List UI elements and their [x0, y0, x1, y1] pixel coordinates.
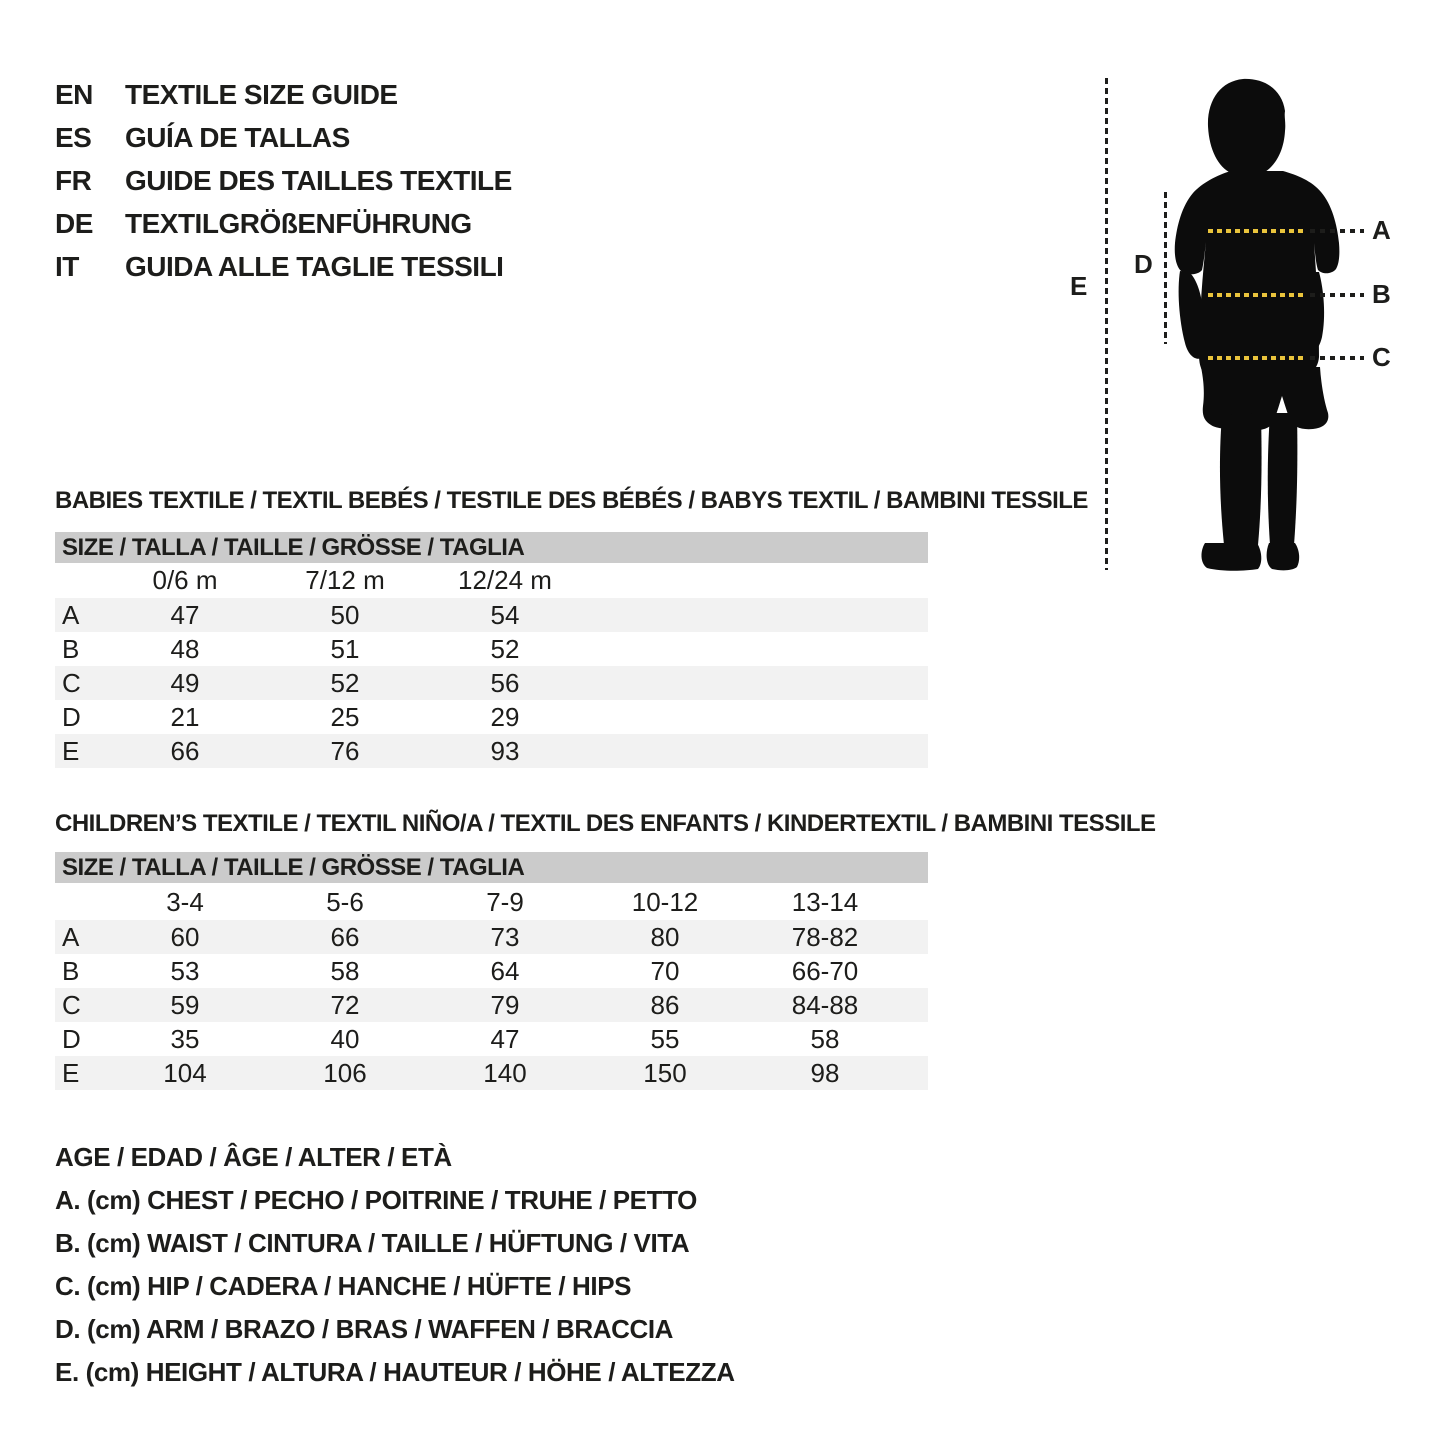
cell-value: 80	[650, 921, 680, 952]
row-label: B	[62, 955, 80, 986]
column-header: 7/12 m	[305, 565, 385, 595]
row-label: A	[62, 921, 80, 952]
table-row	[55, 632, 928, 666]
cell-value: 66-70	[791, 955, 859, 986]
child-silhouette-image	[1145, 75, 1345, 575]
measure-dash-accent	[1208, 356, 1304, 360]
language-code: ES	[55, 122, 92, 153]
cell-value: 79	[490, 989, 520, 1020]
babies-size-header-bar: SIZE / TALLA / TAILLE / GRÖSSE / TAGLIA	[55, 532, 928, 563]
measure-dash-dark	[1310, 229, 1364, 233]
cell-value: 70	[650, 955, 680, 986]
cell-value: 72	[330, 989, 360, 1020]
language-code: EN	[55, 79, 93, 110]
table-row	[55, 954, 928, 988]
measure-dash-accent	[1208, 229, 1304, 233]
language-guide-title: TEXTILGRÖßENFÜHRUNG	[125, 208, 472, 239]
language-code: IT	[55, 251, 79, 282]
column-header: 7-9	[486, 887, 524, 917]
legend-line: A. (cm) CHEST / PECHO / POITRINE / TRUHE / PETTO	[55, 1185, 697, 1215]
cell-value: 49	[170, 667, 200, 698]
column-header: 12/24 m	[458, 565, 552, 595]
row-label: E	[62, 1057, 80, 1088]
cell-value: 53	[170, 955, 200, 986]
cell-value: 25	[330, 701, 360, 732]
cell-value: 56	[490, 667, 520, 698]
row-label: E	[62, 735, 80, 766]
cell-value: 52	[490, 633, 520, 664]
cell-value: 104	[163, 1057, 207, 1088]
cell-value: 21	[170, 701, 200, 732]
cell-value: 29	[490, 701, 520, 732]
row-label: A	[62, 599, 80, 630]
height-measure-label: E	[1070, 271, 1088, 301]
column-header: 10-12	[631, 887, 699, 917]
table-row	[55, 1056, 928, 1090]
language-code: FR	[55, 165, 92, 196]
cell-value: 47	[490, 1023, 520, 1054]
cell-value: 58	[810, 1023, 840, 1054]
language-guide-title: GUIDE DES TAILLES TEXTILE	[125, 165, 512, 196]
cell-value: 84-88	[791, 989, 859, 1020]
cell-value: 55	[650, 1023, 680, 1054]
measure-dash-dark	[1310, 356, 1364, 360]
column-header: 3-4	[166, 887, 204, 917]
cell-value: 98	[810, 1057, 840, 1088]
cell-value: 60	[170, 921, 200, 952]
legend-line: D. (cm) ARM / BRAZO / BRAS / WAFFEN / BRACCIA	[55, 1314, 674, 1344]
cell-value: 35	[170, 1023, 200, 1054]
language-code: DE	[55, 208, 93, 239]
measure-line-label: B	[1372, 278, 1391, 309]
language-row	[55, 116, 512, 159]
cell-value: 66	[330, 921, 360, 952]
measure-line-label: C	[1372, 341, 1391, 372]
cell-value: 54	[490, 599, 520, 630]
table-row	[55, 666, 928, 700]
cell-value: 76	[330, 735, 360, 766]
cell-value: 52	[330, 667, 360, 698]
children-column-headers	[55, 885, 928, 920]
arm-measure-label: D	[1134, 249, 1153, 279]
cell-value: 140	[483, 1057, 527, 1088]
row-label: B	[62, 633, 80, 664]
babies-column-headers	[55, 563, 928, 598]
cell-value: 59	[170, 989, 200, 1020]
legend-line: E. (cm) HEIGHT / ALTURA / HAUTEUR / HÖHE / ALTEZZA	[55, 1357, 735, 1387]
height-measure-dotted-line	[1105, 78, 1108, 570]
column-header: 0/6 m	[152, 565, 218, 595]
legend-line: C. (cm) HIP / CADERA / HANCHE / HÜFTE / HIPS	[55, 1271, 632, 1301]
babies-section-title: BABIES TEXTILE / TEXTIL BEBÉS / TESTILE DES BÉBÉS / BABYS TEXTIL / BAMBINI TESSILE	[55, 487, 1088, 514]
row-label: D	[62, 701, 81, 732]
row-label: C	[62, 989, 81, 1020]
language-row	[55, 245, 512, 288]
cell-value: 64	[490, 955, 520, 986]
measure-dash-accent	[1208, 293, 1304, 297]
children-size-header-bar: SIZE / TALLA / TAILLE / GRÖSSE / TAGLIA	[55, 852, 928, 883]
measurement-legend	[55, 1136, 735, 1394]
legend-line: AGE / EDAD / ÂGE / ALTER / ETÀ	[55, 1142, 452, 1172]
table-row	[55, 920, 928, 954]
table-row	[55, 734, 928, 768]
cell-value: 47	[170, 599, 200, 630]
cell-value: 48	[170, 633, 200, 664]
children-section-title: CHILDREN’S TEXTILE / TEXTIL NIÑO/A / TEXTIL DES ENFANTS / KINDERTEXTIL / BAMBINI TESSILE	[55, 810, 1156, 837]
children-size-table	[55, 920, 928, 1090]
legend-line: B. (cm) WAIST / CINTURA / TAILLE / HÜFTUNG / VITA	[55, 1228, 690, 1258]
language-row	[55, 73, 512, 116]
cell-value: 40	[330, 1023, 360, 1054]
row-label: D	[62, 1023, 81, 1054]
language-guide-title: TEXTILE SIZE GUIDE	[125, 79, 398, 110]
language-row	[55, 159, 512, 202]
cell-value: 86	[650, 989, 680, 1020]
language-title-list	[55, 73, 512, 288]
babies-size-table	[55, 598, 928, 768]
cell-value: 66	[170, 735, 200, 766]
cell-value: 78-82	[791, 921, 859, 952]
cell-value: 106	[323, 1057, 367, 1088]
cell-value: 50	[330, 599, 360, 630]
language-guide-title: GUÍA DE TALLAS	[125, 122, 350, 153]
measure-dash-dark	[1310, 293, 1364, 297]
cell-value: 51	[330, 633, 360, 664]
cell-value: 58	[330, 955, 360, 986]
cell-value: 150	[643, 1057, 687, 1088]
language-row	[55, 202, 512, 245]
table-row	[55, 700, 928, 734]
table-row	[55, 1022, 928, 1056]
measure-line-label: A	[1372, 214, 1391, 245]
column-header: 13-14	[791, 887, 859, 917]
table-row	[55, 598, 928, 632]
language-guide-title: GUIDA ALLE TAGLIE TESSILI	[125, 251, 504, 282]
row-label: C	[62, 667, 81, 698]
cell-value: 73	[490, 921, 520, 952]
table-row	[55, 988, 928, 1022]
column-header: 5-6	[326, 887, 364, 917]
cell-value: 93	[490, 735, 520, 766]
